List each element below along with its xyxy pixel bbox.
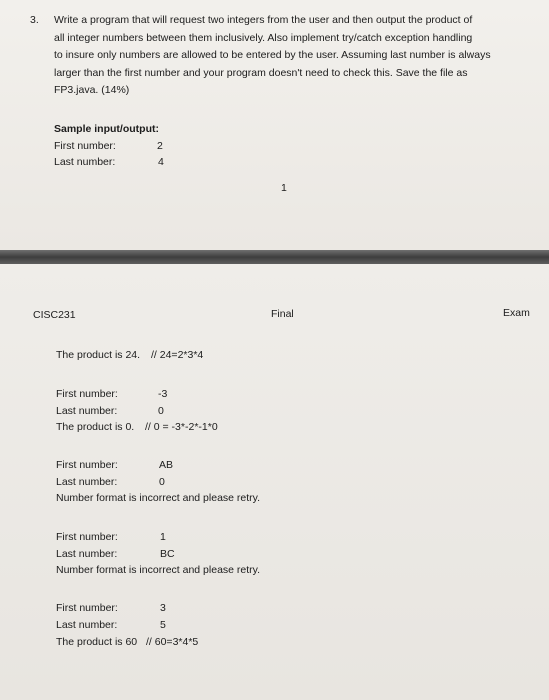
question-line: all integer numbers between them inclusively. Also implement try/catch exception handling [54,31,473,44]
header-center: Final [271,308,294,320]
ex5-comment: // 60=3*4*5 [146,636,199,648]
sample-heading: Sample input/output: [54,123,159,135]
question-line: Write a program that will request two integers from the user and then output the product of [54,14,473,26]
ex4-last-label: Last number: [56,548,118,560]
page-divider [0,250,549,264]
question-line: larger than the first number and your program doesn't need to check this. Save the file as [54,66,468,79]
question-line: FP3.java. (14%) [54,84,130,96]
ex3-error: Number format is incorrect and please retry. [56,492,261,504]
ex2-first-value: -3 [158,388,168,400]
header-right: Exam [503,307,530,319]
sample-last-value: 4 [158,156,164,168]
ex4-first-label: First number: [56,531,118,543]
ex3-first-label: First number: [56,459,118,471]
ex2-product: The product is 0. [56,421,135,433]
page-number: 1 [281,182,287,194]
ex5-first-label: First number: [56,602,118,614]
ex5-last-label: Last number: [56,619,118,631]
output-comment-1: // 24=2*3*4 [151,349,204,361]
question-number: 3. [30,14,39,26]
ex2-comment: // 0 = -3*-2*-1*0 [145,421,218,433]
output-product-1: The product is 24. [56,349,141,361]
ex4-error: Number format is incorrect and please retry. [56,564,261,576]
question-line: to insure only numbers are allowed to be entered by the user. Assuming last number is always [54,49,491,61]
sample-first-value: 2 [157,140,163,152]
sample-first-label: First number: [54,140,116,152]
ex3-first-value: AB [159,459,174,471]
ex2-last-label: Last number: [56,405,118,417]
ex5-last-value: 5 [160,619,166,631]
header-course: CISC231 [33,309,76,321]
sample-last-label: Last number: [54,156,116,168]
ex3-last-value: 0 [159,476,165,488]
question-text [54,12,534,100]
ex5-first-value: 3 [160,602,166,614]
ex2-last-value: 0 [158,405,164,417]
ex2-first-label: First number: [56,388,118,400]
ex5-product: The product is 60 [56,636,138,648]
ex4-last-value: BC [160,548,175,560]
ex3-last-label: Last number: [56,476,118,488]
ex4-first-value: 1 [160,531,166,543]
